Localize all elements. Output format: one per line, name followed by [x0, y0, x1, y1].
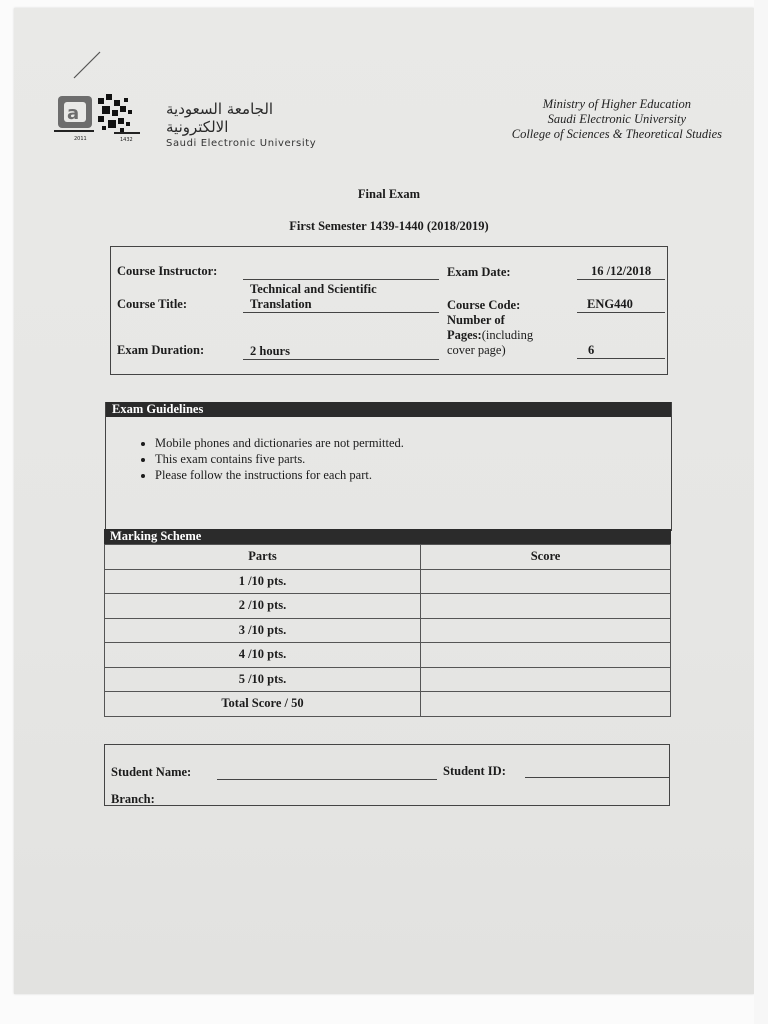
student-id-field[interactable] [525, 777, 669, 778]
table-row [105, 594, 671, 619]
course-code-label: Course Code: [447, 298, 521, 312]
university-name [166, 100, 336, 149]
university-name-arabic: الجامعة السعودية الالكترونية [166, 100, 274, 136]
guidelines-header: Exam Guidelines [106, 402, 671, 417]
instructor-line [243, 279, 439, 280]
ministry-block [512, 97, 722, 142]
pages-label-line3: cover page) [447, 343, 506, 357]
marking-scheme-section [104, 529, 671, 717]
student-id-label: Student ID: [443, 764, 506, 778]
part-cell: 3 /10 pts. [105, 618, 421, 643]
course-code-value: ENG440 [587, 297, 633, 311]
exam-sheet [14, 8, 754, 994]
course-title-line [243, 312, 439, 313]
logo-year-gregorian: 2011 [74, 136, 87, 142]
guidelines-list [106, 435, 671, 483]
pages-label-main: Pages: [447, 328, 482, 342]
part-cell: 2 /10 pts. [105, 594, 421, 619]
pages-line [577, 358, 665, 359]
exam-date-line [577, 279, 665, 280]
duration-label: Exam Duration: [117, 343, 205, 357]
ministry-line: Ministry of Higher Education [542, 97, 691, 111]
ministry-line: College of Sciences & Theoretical Studies [511, 127, 722, 141]
semester-title: First Semester 1439-1440 (2018/2019) [289, 219, 489, 233]
table-row [105, 569, 671, 594]
course-title-label: Course Title: [117, 297, 188, 311]
course-code-line [577, 312, 665, 313]
duration-value: 2 hours [250, 344, 290, 358]
branch-label: Branch: [111, 792, 155, 806]
exam-guidelines-section [105, 402, 672, 531]
parts-column-header: Parts [105, 545, 421, 570]
logo-year-hijri: 1432 [120, 137, 133, 143]
pages-label-line2 [447, 328, 533, 343]
table-row [105, 618, 671, 643]
score-cell[interactable] [421, 618, 671, 643]
pages-value: 6 [588, 343, 595, 357]
table-row [105, 667, 671, 692]
total-score-value-cell[interactable] [421, 692, 671, 717]
guideline-item: • Please follow the instructions for each part. [155, 467, 671, 483]
guideline-item: • This exam contains five parts. [155, 451, 671, 467]
total-score-cell: Total Score / 50 [105, 692, 421, 717]
student-name-label: Student Name: [111, 765, 192, 779]
pen-mark [70, 50, 110, 80]
score-cell[interactable] [421, 643, 671, 668]
table-row [105, 643, 671, 668]
svg-text:a: a [67, 103, 80, 124]
marking-header: Marking Scheme [104, 529, 671, 544]
student-name-field[interactable] [217, 779, 437, 780]
score-cell[interactable] [421, 569, 671, 594]
score-cell[interactable] [421, 667, 671, 692]
exam-date-value: 16 /12/2018 [591, 264, 652, 278]
course-title-value-line1: Technical and Scientific [250, 282, 377, 296]
instructor-label: Course Instructor: [117, 264, 218, 278]
course-info-box [110, 246, 668, 375]
score-cell[interactable] [421, 594, 671, 619]
exam-title: Final Exam [357, 187, 421, 201]
marking-table [104, 544, 671, 717]
part-cell: 5 /10 pts. [105, 667, 421, 692]
university-logo-icon [54, 92, 154, 144]
table-header-row [105, 545, 671, 570]
part-cell: 4 /10 pts. [105, 643, 421, 668]
ministry-line: Saudi Electronic University [547, 112, 687, 126]
part-cell: 1 /10 pts. [105, 569, 421, 594]
pages-label-note: (including [481, 328, 534, 342]
university-name-english: Saudi Electronic University [166, 138, 317, 149]
guideline-item: • Mobile phones and dictionaries are not permitted. [155, 435, 671, 451]
duration-line [243, 359, 439, 360]
score-column-header: Score [421, 545, 671, 570]
pages-label-line1: Number of [447, 313, 505, 327]
student-info-box [104, 744, 670, 806]
exam-date-label: Exam Date: [447, 265, 511, 279]
page-edge [754, 0, 768, 1024]
course-title-value-line2: Translation [250, 297, 312, 311]
total-row [105, 692, 671, 717]
